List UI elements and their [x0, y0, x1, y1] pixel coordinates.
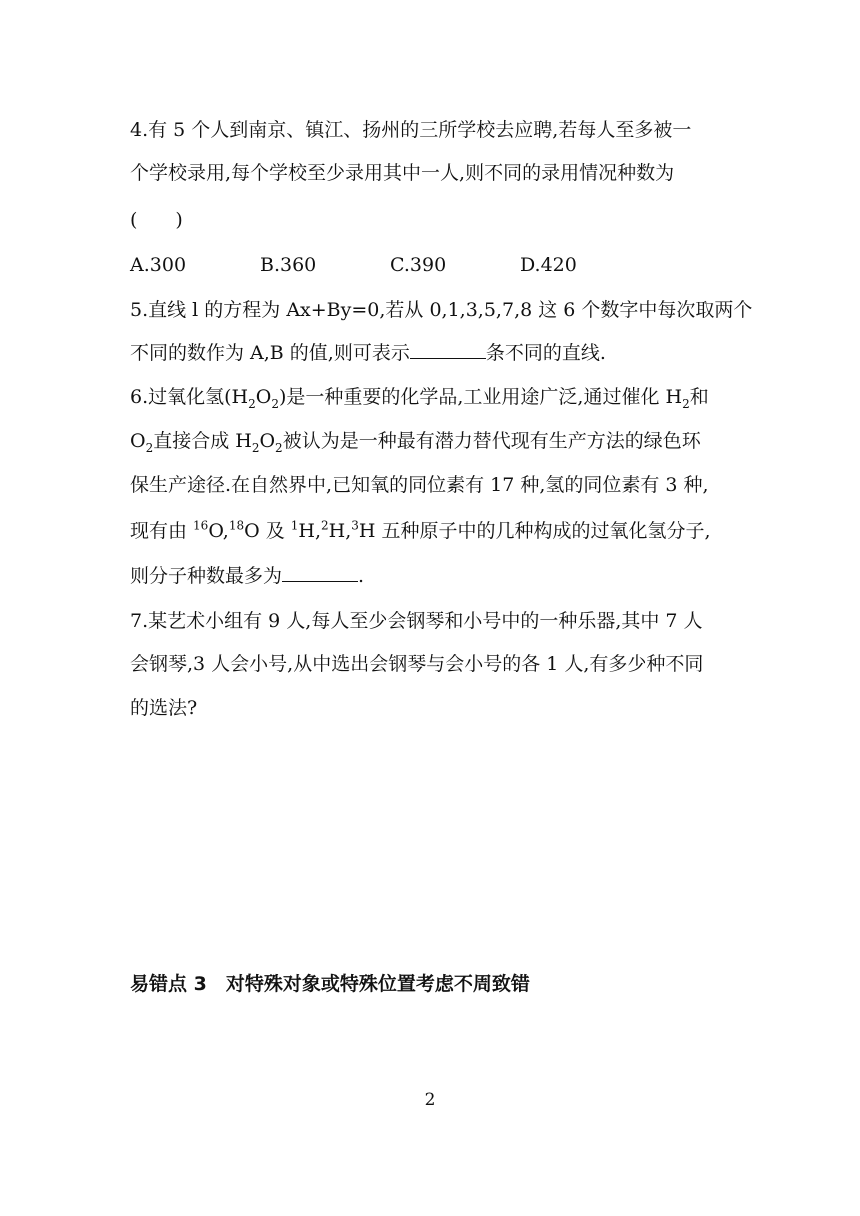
superscript: 2 [321, 518, 329, 533]
superscript: 3 [351, 518, 359, 533]
q6-text: O [255, 386, 272, 408]
q6-text: 现有由 [130, 520, 194, 542]
q7-line-1: 7.某艺术小组有 9 人,每人至少会钢琴和小号中的一种乐器,其中 7 人 [130, 610, 703, 632]
q6-line-5 [130, 563, 364, 589]
q6-text: O [130, 430, 146, 452]
q6-answer-blank [282, 563, 358, 582]
q6-text: 被认为是一种最有潜力替代现有生产方法的绿色环 [282, 430, 701, 452]
q6-text: H, [298, 520, 322, 542]
q6-line-4 [130, 518, 711, 544]
q6-text: H, [328, 520, 352, 542]
subscript: 2 [248, 396, 256, 411]
q4-answer-paren: ( ) [130, 209, 183, 231]
q6-line-1 [130, 384, 709, 410]
q7-line-3: 的选法? [130, 697, 198, 719]
q6-text: O [259, 430, 276, 452]
q4-option-c: C.390 [390, 254, 447, 276]
superscript: 1 [290, 518, 299, 533]
subscript: 2 [275, 440, 283, 455]
q6-text: 和 [689, 386, 709, 408]
subscript: 2 [271, 396, 279, 411]
q6-text: 直接合成 H [153, 430, 252, 452]
page-number: 2 [424, 1090, 436, 1110]
q5-text-b: 条不同的直线. [485, 342, 606, 364]
q4-option-a: A.300 [130, 254, 187, 276]
q4-line-2: 个学校录用,每个学校至少录用其中一人,则不同的录用情况种数为 [130, 162, 675, 184]
q6-text: O, [208, 520, 229, 542]
q4-option-b: B.360 [260, 254, 317, 276]
q6-text: . [358, 565, 365, 587]
subscript: 2 [145, 440, 154, 455]
q6-text: 6.过氧化氢(H [130, 386, 249, 408]
subscript: 2 [251, 440, 260, 455]
q5-text-a: 不同的数作为 A,B 的值,则可表示 [130, 342, 410, 364]
q5-line-1: 5.直线 l 的方程为 Ax+By=0,若从 0,1,3,5,7,8 这 6 个数字中每次取两个 [130, 299, 753, 321]
q6-text: O 及 [244, 520, 291, 542]
q6-line-2 [130, 428, 701, 454]
q6-text: H 五种原子中的几种构成的过氧化氢分子, [358, 520, 711, 542]
q7-line-2: 会钢琴,3 人会小号,从中选出会钢琴与会小号的各 1 人,有多少种不同 [130, 653, 704, 675]
q6-text: )是一种重要的化学品,工业用途广泛,通过催化 H [278, 386, 683, 408]
subscript: 2 [682, 396, 690, 411]
q4-option-d: D.420 [520, 254, 577, 276]
superscript: 16 [193, 518, 209, 533]
q4-options [130, 252, 650, 278]
q6-line-3: 保生产途径.在自然界中,已知氧的同位素有 17 种,氢的同位素有 3 种, [130, 474, 709, 496]
superscript: 18 [228, 518, 245, 533]
q4-line-1: 4.有 5 个人到南京、镇江、扬州的三所学校去应聘,若每人至多被一 [130, 119, 692, 141]
q5-line-2 [130, 340, 606, 366]
q5-answer-blank [410, 340, 486, 359]
q6-text: 则分子种数最多为 [130, 565, 283, 587]
section-heading: 易错点 3 对特殊对象或特殊位置考虑不周致错 [130, 973, 530, 995]
